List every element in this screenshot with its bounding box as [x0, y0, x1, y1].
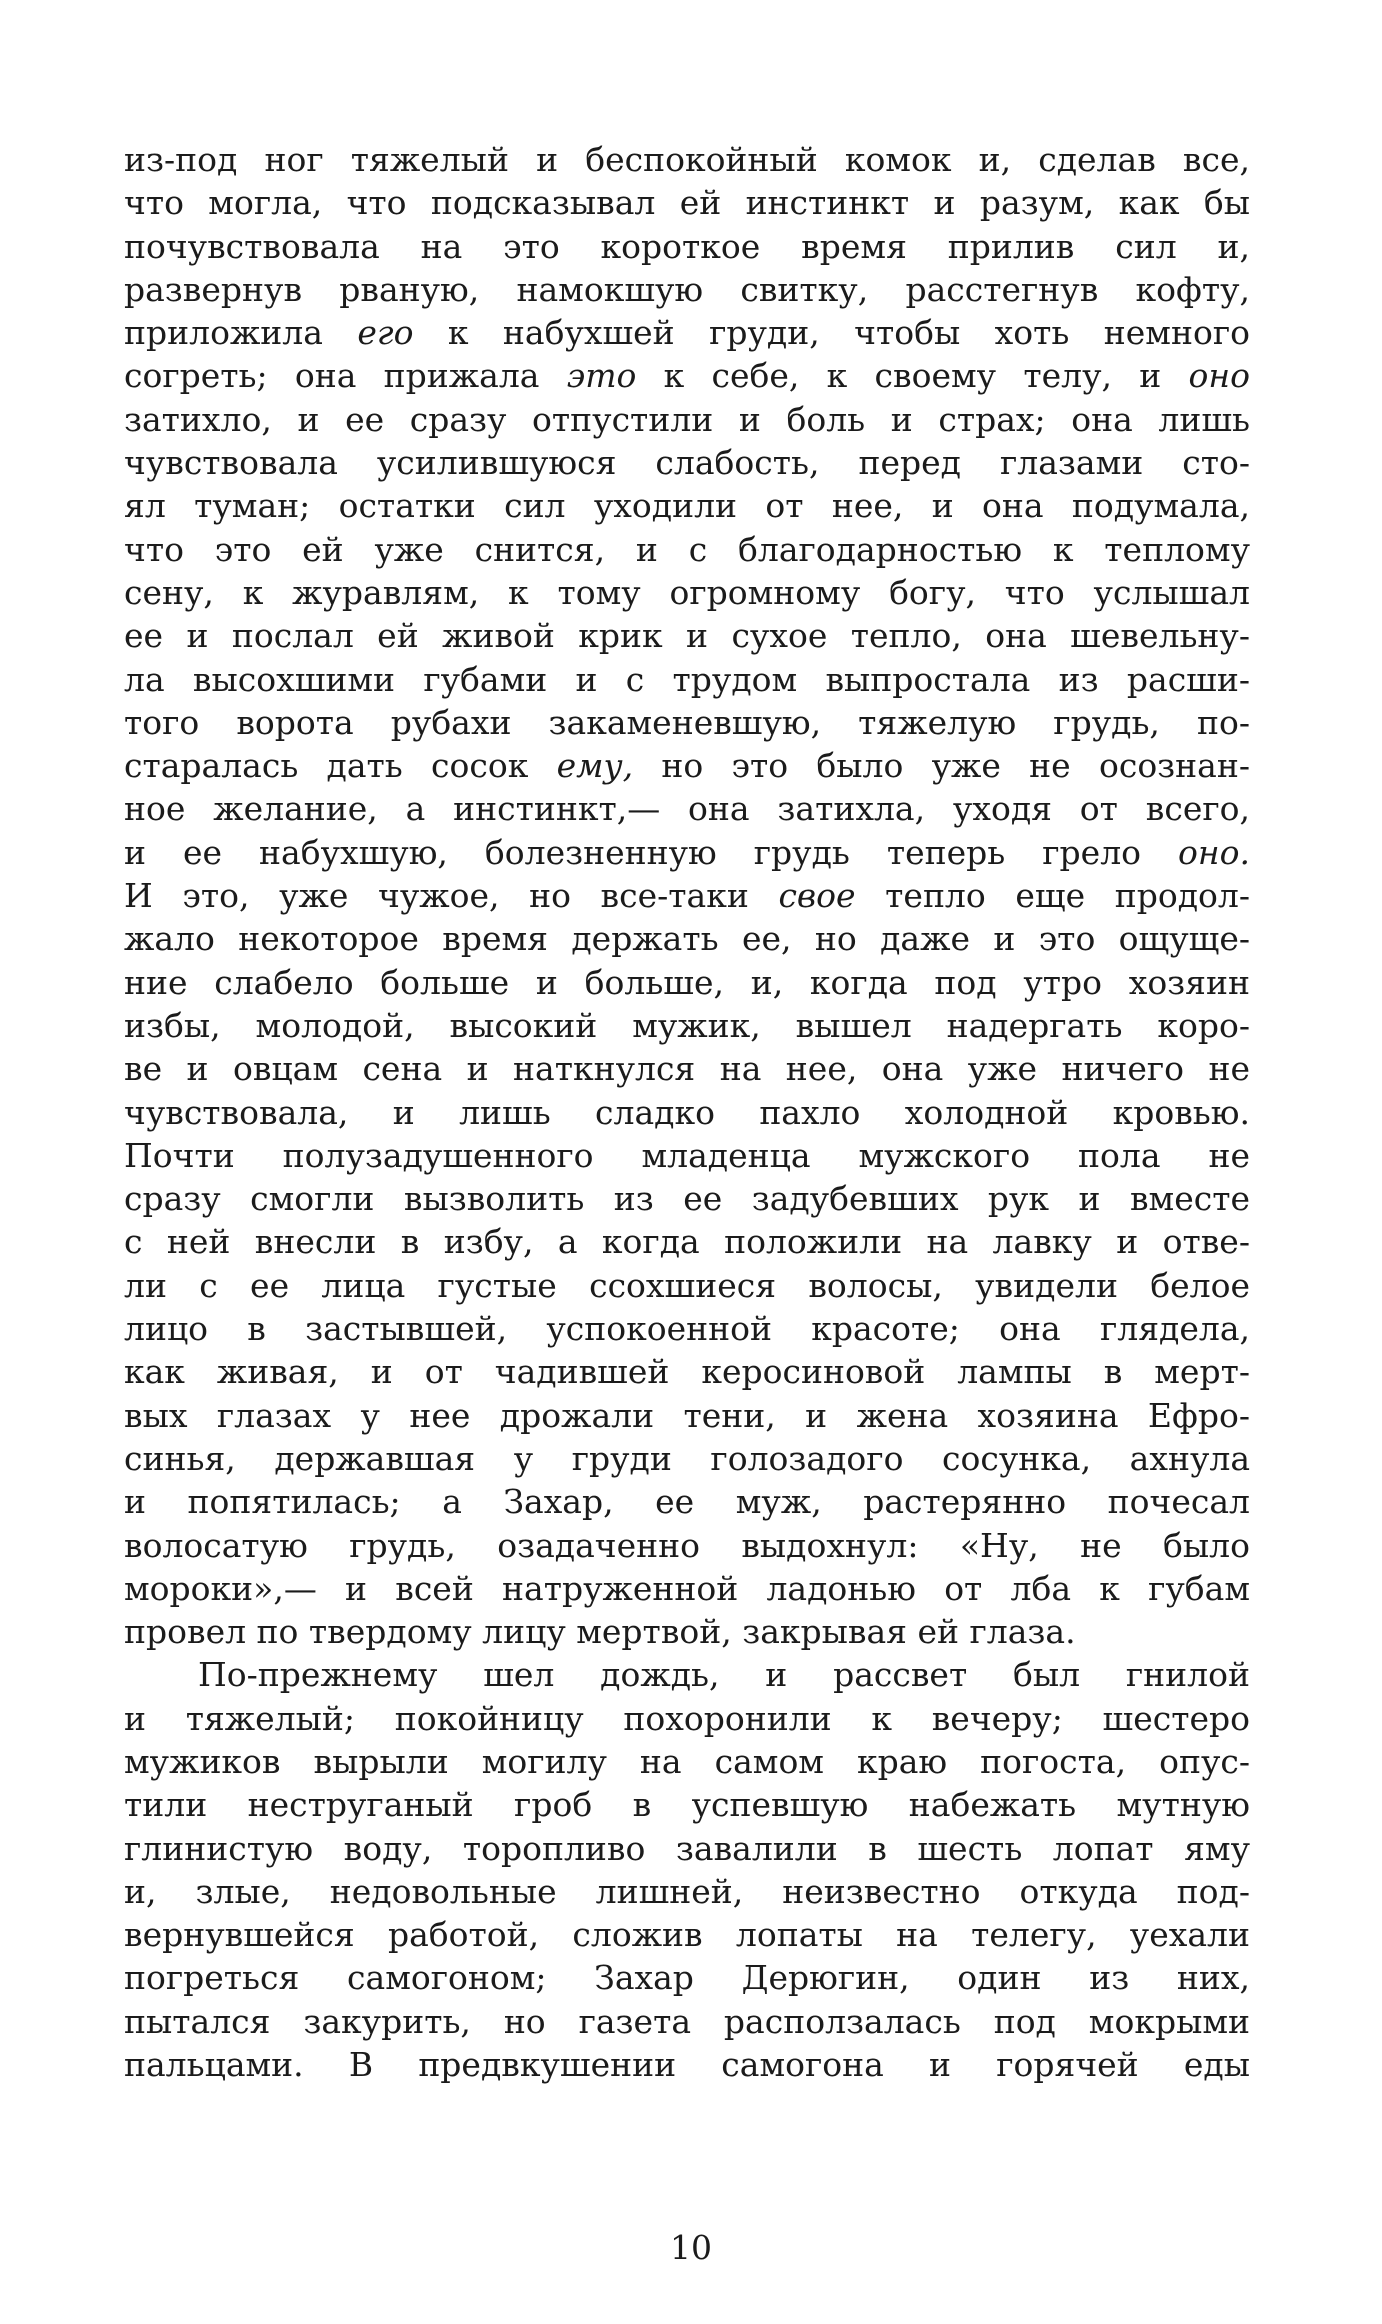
text-run: к себе, к своему телу, и — [636, 356, 1189, 396]
text-line — [124, 1134, 1250, 1177]
text-run: пальцами. В предвкушении самогона и горячей еды — [124, 2045, 1250, 2085]
text-line — [124, 1610, 1250, 1653]
text-line — [124, 1394, 1250, 1437]
text-run: пытался закурить, но газета расползалась под мокрыми — [124, 2001, 1250, 2041]
text-line — [124, 571, 1250, 614]
text-run: тепло еще продол- — [855, 876, 1251, 916]
text-line — [124, 831, 1250, 874]
italic-word: его — [357, 313, 414, 353]
text-line — [124, 1783, 1250, 1826]
text-line — [124, 138, 1250, 181]
text-run: ял туман; остатки сил уходили от нее, и она подумала, — [124, 486, 1250, 526]
text-line — [124, 311, 1250, 354]
text-line — [124, 354, 1250, 397]
text-line — [124, 1350, 1250, 1393]
text-run: того ворота рубахи закаменевшую, тяжелую грудь, по- — [124, 702, 1250, 742]
text-line — [124, 787, 1250, 830]
text-line — [124, 484, 1250, 527]
text-line — [124, 874, 1250, 917]
text-run: приложила — [124, 313, 358, 353]
text-line — [124, 1567, 1250, 1610]
text-run: чувствовала, и лишь сладко пахло холодной кровью. — [124, 1092, 1250, 1132]
text-run: И это, уже чужое, но все-таки — [124, 876, 779, 916]
text-run: волосатую грудь, озадаченно выдохнул: «Ну, не было — [124, 1525, 1250, 1565]
body-text — [124, 138, 1250, 2086]
text-run: к набухшей груди, чтобы хоть немного — [413, 313, 1250, 353]
text-line — [124, 744, 1250, 787]
text-run: из-под ног тяжелый и беспокойный комок и, сделав все, — [124, 140, 1250, 179]
italic-word: оно. — [1178, 832, 1250, 872]
text-run: По-прежнему шел дождь, и рассвет был гнилой — [198, 1655, 1250, 1695]
text-run: что это ей уже снится, и с благодарностью к теплому — [124, 529, 1250, 569]
text-run: ли с ее лица густые ссохшиеся волосы, увидели белое — [124, 1265, 1250, 1305]
text-run: мужиков вырыли могилу на самом краю погоста, опус- — [124, 1741, 1250, 1781]
text-line — [124, 1870, 1250, 1913]
text-line — [124, 1220, 1250, 1263]
text-line — [124, 1524, 1250, 1567]
text-line — [124, 658, 1250, 701]
text-run: почувствовала на это короткое время прилив сил и, — [124, 226, 1250, 266]
text-line — [124, 1047, 1250, 1090]
text-run: избы, молодой, высокий мужик, вышел надергать коро- — [124, 1005, 1250, 1045]
text-run: затихло, и ее сразу отпустили и боль и страх; она лишь — [124, 399, 1250, 439]
text-run: погреться самогоном; Захар Дерюгин, один из них, — [124, 1958, 1250, 1998]
text-run: вых глазах у нее дрожали тени, и жена хозяина Ефро- — [124, 1395, 1250, 1435]
text-run: синья, державшая у груди голозадого сосунка, ахнула — [124, 1438, 1250, 1478]
text-run: ное желание, а инстинкт,— она затихла, уходя от всего, — [124, 789, 1250, 829]
text-run: что могла, что подсказывал ей инстинкт и разум, как бы — [124, 183, 1250, 223]
text-run: сразу смогли вызволить из ее задубевших рук и вместе — [124, 1179, 1250, 1219]
text-run: лицо в застывшей, успокоенной красоте; она глядела, — [124, 1309, 1250, 1349]
text-run: и попятилась; а Захар, ее муж, растерянно почесал — [124, 1482, 1250, 1522]
text-line — [124, 398, 1250, 441]
text-line — [124, 1177, 1250, 1220]
text-line — [124, 1480, 1250, 1523]
text-run: развернув рваную, намокшую свитку, расстегнув кофту, — [124, 269, 1250, 309]
text-line — [124, 1307, 1250, 1350]
text-line — [124, 1653, 1250, 1696]
text-run: провел по твердому лицу мертвой, закрывая ей глаза. — [124, 1612, 1076, 1652]
text-run: но это было уже не осознан- — [633, 746, 1250, 786]
text-line — [124, 1956, 1250, 1999]
text-line — [124, 181, 1250, 224]
page-number: 10 — [670, 2228, 712, 2267]
text-run: ние слабело больше и больше, и, когда под утро хозяин — [124, 962, 1250, 1002]
text-line — [124, 1740, 1250, 1783]
text-line — [124, 917, 1250, 960]
text-line — [124, 441, 1250, 484]
text-run: чувствовала усилившуюся слабость, перед глазами сто- — [124, 443, 1250, 483]
text-run: согреть; она прижала — [124, 356, 567, 396]
text-run: старалась дать сосок — [124, 746, 557, 786]
italic-word: свое — [778, 876, 856, 916]
text-run: и, злые, недовольные лишней, неизвестно откуда под- — [124, 1871, 1250, 1911]
text-run: как живая, и от чадившей керосиновой лампы в мерт- — [124, 1352, 1250, 1392]
text-run: вернувшейся работой, сложив лопаты на телегу, уехали — [124, 1915, 1250, 1955]
text-line — [124, 528, 1250, 571]
text-line — [124, 1091, 1250, 1134]
text-line — [124, 268, 1250, 311]
text-run: сену, к журавлям, к тому огромному богу, что услышал — [124, 572, 1250, 612]
text-run: Почти полузадушенного младенца мужского пола не — [124, 1135, 1250, 1175]
italic-word: ему, — [556, 746, 634, 786]
text-run: тили неструганый гроб в успевшую набежать мутную — [124, 1785, 1250, 1825]
text-line — [124, 701, 1250, 744]
text-line — [124, 1697, 1250, 1740]
text-line — [124, 1437, 1250, 1480]
text-run: жало некоторое время держать ее, но даже и это ощуще- — [124, 919, 1250, 959]
text-line — [124, 225, 1250, 268]
italic-word: это — [566, 356, 637, 396]
text-run: с ней внесли в избу, а когда положили на лавку и отве- — [124, 1222, 1250, 1262]
text-line — [124, 1004, 1250, 1047]
text-line — [124, 614, 1250, 657]
text-line — [124, 2000, 1250, 2043]
text-run: и ее набухшую, болезненную грудь теперь грело — [124, 832, 1179, 872]
text-run: мороки»,— и всей натруженной ладонью от лба к губам — [124, 1568, 1250, 1608]
italic-word: оно — [1188, 356, 1250, 396]
text-line — [124, 2043, 1250, 2086]
text-run: ве и овцам сена и наткнулся на нее, она уже ничего не — [124, 1049, 1250, 1089]
text-run: ее и послал ей живой крик и сухое тепло, она шевельну- — [124, 616, 1250, 656]
text-run: и тяжелый; покойницу похоронили к вечеру; шестеро — [124, 1698, 1250, 1738]
text-line — [124, 1827, 1250, 1870]
text-line — [124, 1913, 1250, 1956]
text-run: глинистую воду, торопливо завалили в шесть лопат яму — [124, 1828, 1250, 1868]
text-run: ла высохшими губами и с трудом выпростала из расши- — [124, 659, 1250, 699]
text-line — [124, 1264, 1250, 1307]
text-line — [124, 961, 1250, 1004]
